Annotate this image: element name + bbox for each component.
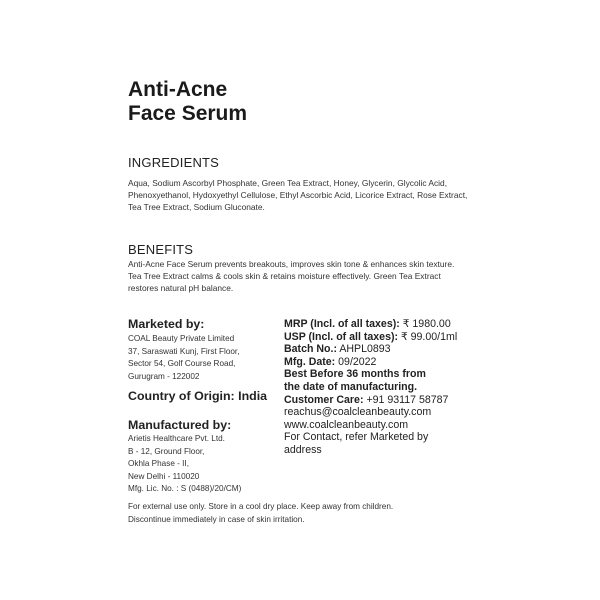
- marketed-by-line: Sector 54, Golf Course Road,: [128, 359, 236, 369]
- usage-warning: [128, 501, 488, 526]
- mrp-value: ₹ 1980.00: [402, 318, 451, 330]
- country-of-origin: Country of Origin: India: [128, 389, 268, 403]
- product-details: [284, 318, 484, 457]
- website: www.coalcleanbeauty.com: [284, 418, 409, 431]
- customer-care-value: +91 93117 58787: [366, 393, 449, 406]
- manufactured-by-line: New Delhi - 110020: [128, 471, 200, 481]
- contact-note-line: For Contact, refer Marketed by: [284, 431, 429, 444]
- manufactured-by-line: Okhla Phase - II,: [128, 459, 189, 469]
- benefits-text: Anti-Acne Face Serum prevents breakouts, improves skin tone & enhances skin texture. Tea Tree Extract calms & cools skin & retains moisture effectively. Green Tea Extract restores natural pH balance.: [128, 259, 455, 293]
- batch-label: Batch No.:: [284, 343, 337, 356]
- manufactured-by-line: B - 12, Ground Floor,: [128, 446, 205, 456]
- ingredients-heading: INGREDIENTS: [128, 155, 220, 170]
- mrp-label: MRP (Incl. of all taxes):: [284, 318, 400, 330]
- manufactured-by-line: Arietis Healthcare Pvt. Ltd.: [128, 434, 225, 443]
- product-title: [128, 78, 247, 126]
- benefits-heading: BENEFITS: [128, 242, 194, 257]
- batch-value: AHPL0893: [339, 343, 391, 356]
- mfg-date-row: [284, 356, 484, 369]
- best-before-line: the date of manufacturing.: [284, 380, 418, 393]
- usp-label: USP (Incl. of all taxes):: [284, 330, 399, 343]
- customer-care-label: Customer Care:: [284, 393, 364, 406]
- manufactured-by-heading: Manufactured by:: [128, 418, 232, 432]
- ingredients-text: Aqua, Sodium Ascorbyl Phosphate, Green Tea Extract, Honey, Glycerin, Glycolic Acid, Phenoxyethanol, Hydoxyethyl Cellulose, Ethyl Ascorbic Acid, Licorice Extract, Rose Extract, Tea Tree Extract, Sodium Gluconate.: [128, 178, 468, 212]
- manufactured-by-address: [128, 433, 278, 496]
- contact-note-line: address: [284, 443, 322, 456]
- best-before-line: Best Before 36 months from: [284, 368, 426, 381]
- mrp-row: [284, 318, 484, 331]
- product-title-line2: Face Serum: [128, 102, 248, 125]
- marketed-by-line: COAL Beauty Private Limited: [128, 334, 235, 343]
- marketed-by-line: Gurugram - 122002: [128, 371, 200, 381]
- usage-warning-line: Discontinue immediately in case of skin irritation.: [128, 514, 305, 524]
- usp-row: [284, 331, 484, 344]
- usp-value: ₹ 99.00/1ml: [400, 330, 458, 343]
- usage-warning-line: For external use only. Store in a cool dry place. Keep away from children.: [128, 502, 394, 511]
- manufactured-by-line: Mfg. Lic. No. : S (0488)/20/CM): [128, 484, 242, 494]
- marketed-by-line: 37, Saraswati Kunj, First Floor,: [128, 346, 240, 356]
- customer-care-row: [284, 394, 484, 407]
- batch-row: [284, 343, 484, 356]
- product-title-line1: Anti-Acne: [128, 78, 228, 101]
- marketed-by-heading: Marketed by:: [128, 317, 205, 331]
- contact-email: reachus@coalcleanbeauty.com: [284, 406, 432, 419]
- marketed-by-address: [128, 333, 278, 383]
- mfg-date-value: 09/2022: [338, 355, 377, 368]
- mfg-date-label: Mfg. Date:: [284, 355, 336, 368]
